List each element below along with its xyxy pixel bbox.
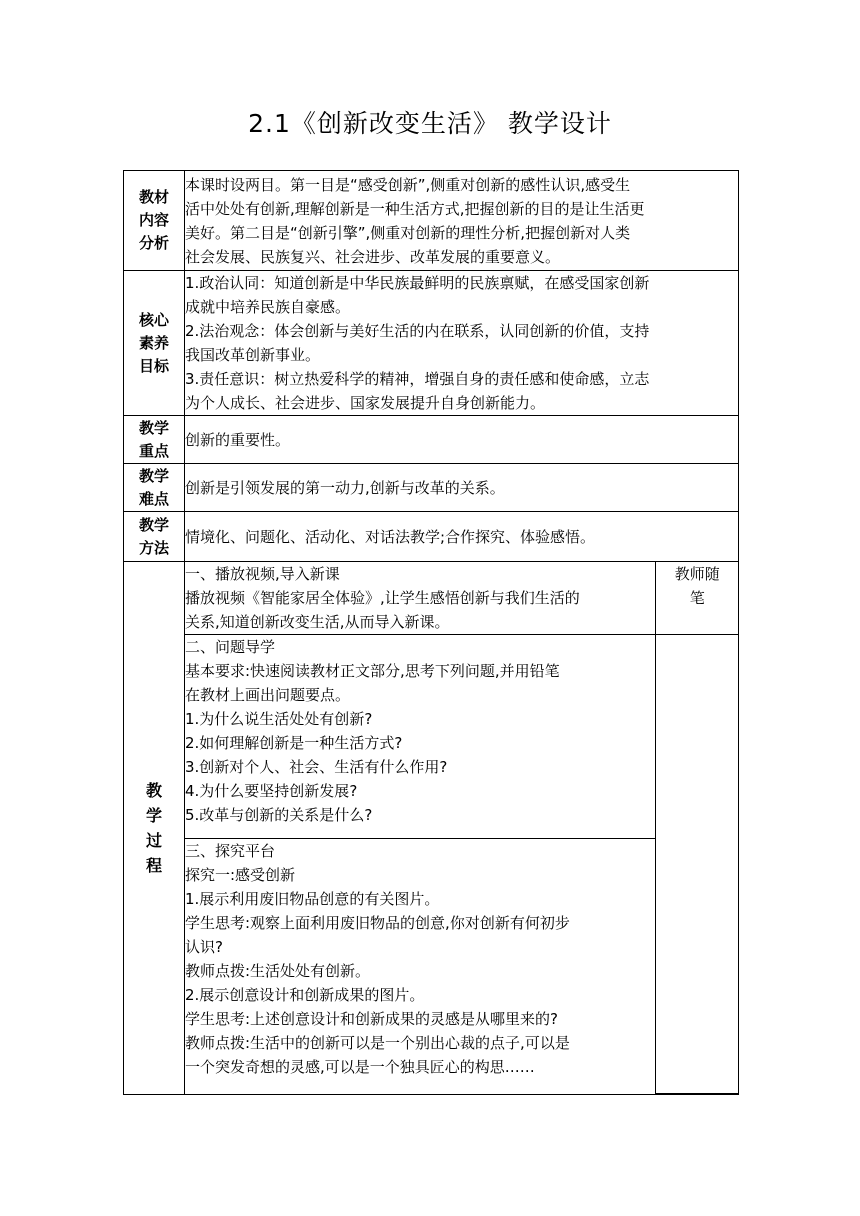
key-point-header: 教学 重点 — [124, 416, 185, 464]
goals-content: 1.政治认同：知道创新是中华民族最鲜明的民族禀赋，在感受国家创新 成就中培养民族自豪感。 2.法治观念：体会创新与美好生活的内在联系，认同创新的价值，支持 我国改革创新事业。 3.责任意识：树立热爱科学的精神，增强自身的责任感和使命感，立志 为个人成长、社会进步、国家发展提升自身创新能力。 — [185, 271, 739, 416]
process-table — [185, 562, 739, 1094]
process-header: 教 学 过 程 — [124, 562, 185, 1095]
process-row — [124, 562, 739, 1095]
lesson-plan-table — [123, 170, 739, 1095]
teacher-notes-area — [655, 635, 739, 1094]
step-explore: 三、探究平台 探究一:感受创新 1.展示利用废旧物品创意的有关图片。 学生思考:观察上面利用废旧物品的创意,你对创新有何初步 认识? 教师点拨:生活处处有创新。 2.展示创意设计和创新成果的图片。 学生思考:上述创意设计和创新成果的灵感是从哪里来的? 教师点拨:生活中的创新可以是一个别出心裁的点子,可以是 一个突发奇想的灵感,可以是一个独具匠心的构思…… — [185, 839, 655, 1094]
process-step-1 — [185, 562, 739, 635]
step-intro: 一、播放视频,导入新课 播放视频《智能家居全体验》,让学生感悟创新与我们生活的 关系,知道创新改变生活,从而导入新课。 — [185, 562, 655, 635]
method-row — [124, 512, 739, 562]
goals-row — [124, 271, 739, 416]
difficulty-header: 教学 难点 — [124, 464, 185, 512]
key-point-content: 创新的重要性。 — [185, 416, 739, 464]
analysis-header: 教材 内容 分析 — [124, 171, 185, 271]
analysis-row — [124, 171, 739, 271]
difficulty-content: 创新是引领发展的第一动力,创新与改革的关系。 — [185, 464, 739, 512]
page-title: 2.1《创新改变生活》 教学设计 — [248, 109, 612, 138]
goals-header: 核心 素养 目标 — [124, 271, 185, 416]
difficulty-row — [124, 464, 739, 512]
method-content: 情境化、问题化、活动化、对话法教学;合作探究、体验感悟。 — [185, 512, 739, 562]
method-header: 教学 方法 — [124, 512, 185, 562]
process-body — [185, 562, 739, 1095]
key-point-row — [124, 416, 739, 464]
analysis-content: 本课时设两目。第一目是“感受创新”,侧重对创新的感性认识,感受生 活中处处有创新,理解创新是一种生活方式,把握创新的目的是让生活更 美好。第二目是“创新引擎”,侧重对创新的理性分析,把握创新对人类 社会发展、民族复兴、社会进步、改革发展的重要意义。 — [185, 171, 739, 271]
teacher-notes-header: 教师随 笔 — [655, 562, 739, 635]
step-questions: 二、问题导学 基本要求:快速阅读教材正文部分,思考下列问题,并用铅笔 在教材上画出问题要点。 1.为什么说生活处处有创新? 2.如何理解创新是一种生活方式? 3.创新对个人、社会、生活有什么作用? 4.为什么要坚持创新发展? 5.改革与创新的关系是什么? — [185, 635, 655, 839]
process-step-2 — [185, 635, 739, 839]
